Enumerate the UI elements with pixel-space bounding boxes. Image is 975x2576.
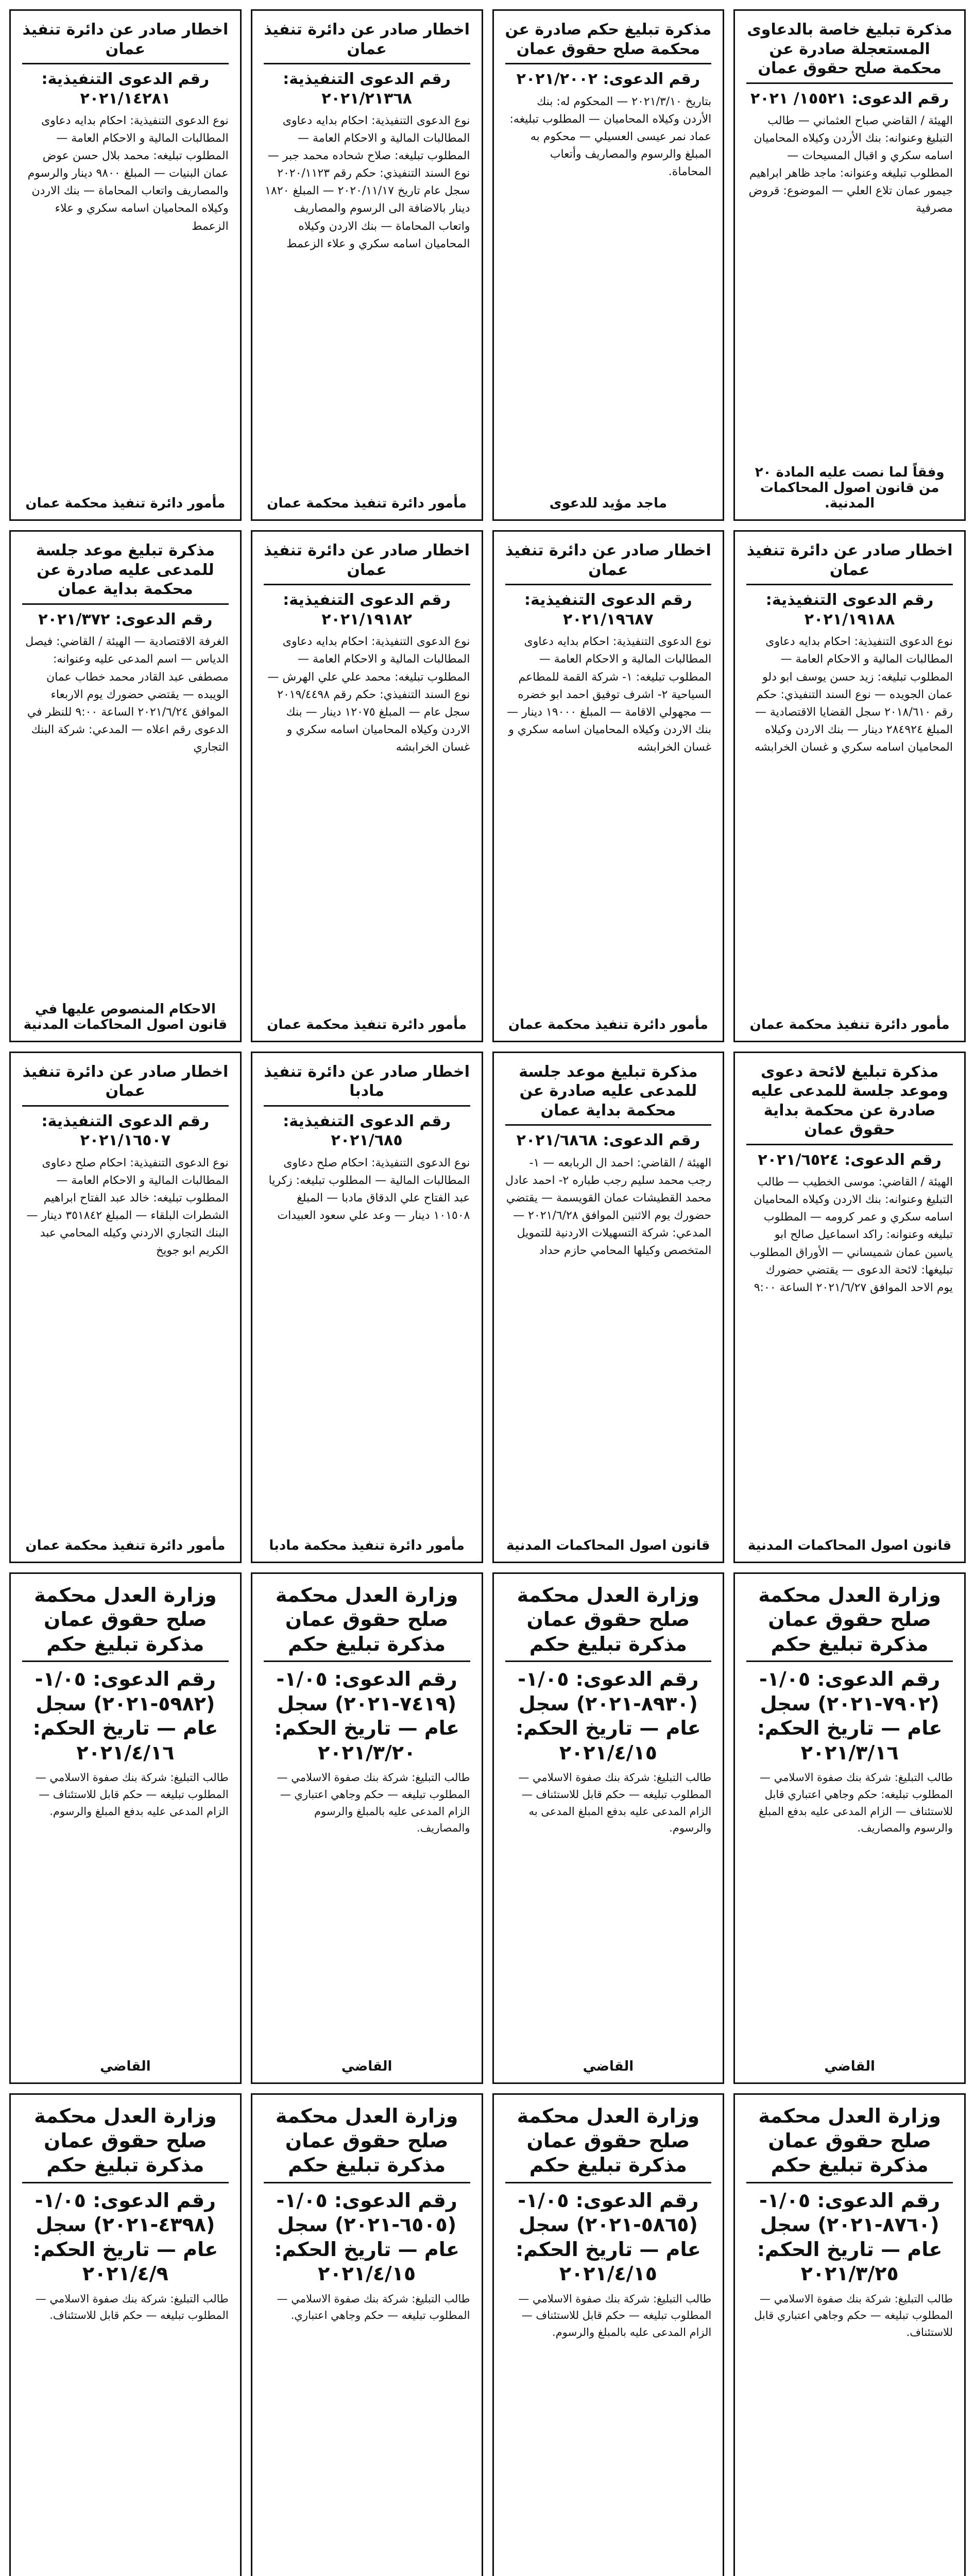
legal-notice <box>251 530 483 1042</box>
notice-header: اخطار صادر عن دائرة تنفيذ عمان <box>505 541 711 579</box>
notice-header: وزارة العدل محكمة صلح حقوق عمان مذكرة تبليغ حكم <box>275 2105 458 2177</box>
court-judgment-notice <box>492 2093 725 2576</box>
case-number: رقم الدعوى التنفيذية: ٢٠٢١/١٩١٨٢ <box>283 591 451 629</box>
notice-header: اخطار صادر عن دائرة تنفيذ عمان <box>22 21 229 58</box>
case-number: رقم الدعوى: ٢٠٢١/٦٥٢٤ <box>758 1150 942 1169</box>
notice-footer: القاضي <box>824 2059 875 2075</box>
notice-body: الهيئة / القاضي صباح العثماني — طالب التبليغ وعنوانه: بنك الأردن وكيلاه المحاميان اسامه سكري و اقبال المسيحات — المطلوب تبليغه وعنوانه: ماجد ظاهر ابراهيم جيمور عمان تلاع العلي — الموضوع: قروض مصرفية <box>748 114 953 215</box>
notice-footer: القاضي <box>100 2059 151 2075</box>
notice-body: طالب التبليغ: شركة بنك صفوة الاسلامي — المطلوب تبليغه — حكم وجاهي اعتباري قابل للاستئناف. <box>754 2292 953 2338</box>
notice-footer: مأمور دائرة تنفيذ محكمة عمان <box>25 496 226 512</box>
divider <box>22 1105 229 1107</box>
court-judgment-notice <box>251 2093 483 2576</box>
notice-body: طالب التبليغ: شركة بنك صفوة الاسلامي — المطلوب تبليغه — حكم وجاهي اعتباري. <box>277 2292 470 2322</box>
legal-notice <box>492 9 725 521</box>
notice-header: مذكرة تبليغ موعد جلسة للمدعى عليه صادرة عن محكمة بداية عمان <box>36 541 215 599</box>
notice-body: نوع الدعوى التنفيذية: احكام بدايه دعاوى المطالبات المالية و الاحكام العامة — المطلوب تبليغه: محمد علي علي الهرش — نوع السند التنفيذي: حكم رقم ٢٠١٩/٤٤٩٨ سجل عام — المبلغ ١٢٠٧٥ دينار — بنك الاردن وكيلاه المحاميان اسامه سكري و غسان الخرابشه <box>267 635 470 754</box>
divider <box>264 584 470 585</box>
notice-footer: ماجد مؤيد للدعوى <box>549 496 667 512</box>
case-number: رقم الدعوى: ٢٠٢١/٣٧٢ <box>38 610 213 629</box>
divider <box>505 1660 712 1662</box>
divider <box>264 1660 470 1662</box>
case-number: رقم الدعوى التنفيذية: ٢٠٢١/٦٨٥ <box>283 1112 451 1150</box>
case-number: رقم الدعوى: ١/٠٥-(٨٧٦٠-٢٠٢١) سجل عام — تاريخ الحكم: ٢٠٢١/٣/٢٥ <box>757 2189 943 2285</box>
notice-body: طالب التبليغ: شركة بنك صفوة الاسلامي — المطلوب تبليغه — حكم قابل للاستئناف — الزام المدعى عليه بدفع المبلغ المدعى به والرسوم. <box>518 1771 712 1835</box>
notice-header: اخطار صادر عن دائرة تنفيذ عمان <box>264 541 470 579</box>
case-number: رقم الدعوى: ١/٠٥-(٥٨٦٥-٢٠٢١) سجل عام — تاريخ الحكم: ٢٠٢١/٤/١٥ <box>516 2189 701 2285</box>
case-number: رقم الدعوى: ٢٠٢١/٢٠٠٢ <box>516 70 700 88</box>
legal-notice <box>251 1052 483 1563</box>
court-judgment-notice <box>251 1572 483 2084</box>
notice-footer: مأمور دائرة تنفيذ محكمة عمان <box>749 1016 950 1032</box>
notice-header: مذكرة تبليغ خاصة بالدعاوى المستعجلة صادرة عن محكمة صلح حقوق عمان <box>747 21 952 77</box>
court-judgment-notice <box>733 1572 966 2084</box>
notice-header: وزارة العدل محكمة صلح حقوق عمان مذكرة تبليغ حكم <box>758 2105 941 2177</box>
notice-body: نوع الدعوى التنفيذية: احكام بدايه دعاوى المطالبات المالية و الاحكام العامة — المطلوب تبليغه: محمد بلال حسن عوض عمان البنيات — المبلغ ٩٨٠٠ دينار والرسوم والمصاريف واتعاب المحاماة — بنك الاردن وكيلاه المحاميان اسامه سكري و علاء الزعمط <box>27 114 229 233</box>
notice-footer: مأمور دائرة تنفيذ محكمة عمان <box>267 1016 467 1032</box>
notice-body: نوع الدعوى التنفيذية: احكام صلح دعاوى المطالبات المالية — المطلوب تبليغه: زكريا عبد الفتاح علي الدقاق مادبا — المبلغ ١٠١٥٠٨ دينار — وعد علي سعود العبيدات <box>268 1156 470 1222</box>
divider <box>505 2182 712 2183</box>
legal-notice <box>492 1052 725 1563</box>
divider <box>746 2182 953 2183</box>
notice-header: مذكرة تبليغ حكم صادرة عن محكمة صلح حقوق عمان <box>505 21 712 58</box>
court-judgment-notice <box>9 1572 242 2084</box>
case-number: رقم الدعوى التنفيذية: ٢٠٢١/١٩١٨٨ <box>765 591 934 629</box>
divider <box>22 2182 229 2183</box>
notice-header: اخطار صادر عن دائرة تنفيذ عمان <box>264 21 470 58</box>
notice-footer: مأمور دائرة تنفيذ محكمة عمان <box>25 1537 226 1553</box>
legal-notice <box>492 530 725 1042</box>
divider <box>264 63 470 64</box>
legal-notice <box>733 530 966 1042</box>
divider <box>746 1660 953 1662</box>
notice-header: وزارة العدل محكمة صلح حقوق عمان مذكرة تبليغ حكم <box>34 2105 217 2177</box>
notice-body: الغرفة الاقتصادية — الهيئة / القاضي: فيصل الدياس — اسم المدعى عليه وعنوانه: مصطفى عبد القادر محمد خطاب عمان الويبده — يقتضي حضورك يوم الاربعاء الموافق ٢٠٢١/٦/٢٤ الساعة ٩:٠٠ للنظر في الدعوى رقم اعلاه — المدعي: شركة البنك التجاري <box>25 635 229 754</box>
court-judgment-notice <box>733 2093 966 2576</box>
divider <box>22 63 229 64</box>
legal-notice <box>9 9 242 521</box>
notice-footer: مأمور دائرة تنفيذ محكمة مادبا <box>269 1537 465 1553</box>
notice-footer: الاحكام المنصوص عليها في قانون اصول المحاكمات المدنية <box>23 1001 228 1032</box>
notice-header: وزارة العدل محكمة صلح حقوق عمان مذكرة تبليغ حكم <box>275 1583 458 1655</box>
case-number: رقم الدعوى: ١/٠٥-(٧٩٠٢-٢٠٢١) سجل عام — تاريخ الحكم: ٢٠٢١/٣/١٦ <box>757 1668 943 1764</box>
notice-header: وزارة العدل محكمة صلح حقوق عمان مذكرة تبليغ حكم <box>517 2105 700 2177</box>
divider <box>505 1124 712 1126</box>
notice-body: طالب التبليغ: شركة بنك صفوة الاسلامي — المطلوب تبليغه — حكم قابل للاستئناف — الزام المدعى عليه بدفع المبلغ والرسوم. <box>35 1771 229 1818</box>
notice-footer: القاضي <box>341 2059 392 2075</box>
legal-notice <box>9 530 242 1042</box>
notice-header: اخطار صادر عن دائرة تنفيذ عمان <box>746 541 953 579</box>
notice-header: وزارة العدل محكمة صلح حقوق عمان مذكرة تبليغ حكم <box>758 1583 941 1655</box>
notice-footer: القاضي <box>583 2059 634 2075</box>
notice-footer: وفقاً لما نصت عليه المادة ٢٠ من قانون اصول المحاكمات المدنية. <box>755 465 945 512</box>
divider <box>746 82 953 84</box>
notice-body: الهيئة / القاضي: موسى الخطيب — طالب التبليغ وعنوانه: بنك الاردن وكيلاه المحاميان اسامه سكري و عمر كرومه — المطلوب تبليغه وعنوانه: راكد اسماعيل صالح ابو ياسين عمان شميساني — الأوراق المطلوب تبليغها: لائحة الدعوى — يقتضي حضورك يوم الاحد الموافق ٢٠٢١/٦/٢٧ الساعة ٩:٠٠ <box>749 1176 953 1294</box>
case-number: رقم الدعوى التنفيذية: ٢٠٢١/٢١٣٦٨ <box>283 70 451 108</box>
case-number: رقم الدعوى: ١/٠٥-(٤٣٩٨-٢٠٢١) سجل عام — تاريخ الحكم: ٢٠٢١/٤/٩ <box>32 2189 218 2285</box>
notice-footer: قانون اصول المحاكمات المدنية <box>506 1537 710 1553</box>
notice-header: وزارة العدل محكمة صلح حقوق عمان مذكرة تبليغ حكم <box>34 1583 217 1655</box>
notice-footer: قانون اصول المحاكمات المدنية <box>747 1537 952 1553</box>
notice-header: اخطار صادر عن دائرة تنفيذ مادبا <box>264 1062 470 1100</box>
legal-notice <box>733 9 966 521</box>
legal-notice <box>251 9 483 521</box>
case-number: رقم الدعوى التنفيذية: ٢٠٢١/١٩٦٨٧ <box>524 591 692 629</box>
divider <box>746 584 953 585</box>
case-number: رقم الدعوى: ١/٠٥-(٥٩٨٢-٢٠٢١) سجل عام — تاريخ الحكم: ٢٠٢١/٤/١٦ <box>32 1668 218 1764</box>
notice-header: وزارة العدل محكمة صلح حقوق عمان مذكرة تبليغ حكم <box>517 1583 700 1655</box>
notice-body: طالب التبليغ: شركة بنك صفوة الاسلامي — المطلوب تبليغه — حكم قابل للاستئناف. <box>35 2292 229 2322</box>
case-number: رقم الدعوى: ١/٠٥-(٨٩٣٠-٢٠٢١) سجل عام — تاريخ الحكم: ٢٠٢١/٤/١٥ <box>516 1668 701 1764</box>
legal-notice <box>9 1052 242 1563</box>
notice-body: الهيئة / القاضي: احمد ال الربابعه — ١- رجب محمد سليم رجب طباره ٢- احمد عادل محمد القطيشات عمان القويسمة — يقتضي حضورك يوم الاثنين الموافق ٢٠٢١/٦/٢٨ — المدعي: شركة التسهيلات الاردنية للتمويل المتخصص وكيلها المحامي حازم حداد <box>505 1156 712 1258</box>
notice-body: بتاريخ ٢٠٢١/٣/١٠ — المحكوم له: بنك الأردن وكيلاه المحاميان — المطلوب تبليغه: عماد نمر عيسى العسيلي — محكوم به المبلغ والرسوم والمصاريف وأتعاب المحاماة. <box>509 95 712 178</box>
notice-body: نوع الدعوى التنفيذية: احكام بدايه دعاوى المطالبات المالية و الاحكام العامة — المطلوب تبليغه: ١- شركة القمة للمطاعم السياحية ٢- اشرف توفيق احمد ابو خضره — مجهولي الاقامة — المبلغ ١٩٠٠٠ دينار — بنك الاردن وكيلاه المحاميان اسامه سكري و غسان الخرابشه <box>507 635 712 754</box>
notice-footer: مأمور دائرة تنفيذ محكمة عمان <box>267 496 467 512</box>
notice-body: نوع الدعوى التنفيذية: احكام بدايه دعاوى المطالبات المالية و الاحكام العامة — المطلوب تبليغه: صلاح شحاده محمد جبر — نوع السند التنفيذي: حكم رقم ٢٠٢٠/١١٢٣ سجل عام تاريخ ٢٠٢٠/١١/١٧ — المبلغ ١٨٢٠ دينار بالاضافة الى الرسوم والمصاريف واتعاب المحاماة — بنك الاردن وكيلاه المحاميان اسامه سكري و علاء الزعمط <box>265 114 470 250</box>
notice-header: مذكرة تبليغ موعد جلسة للمدعى عليه صادرة عن محكمة بداية عمان <box>519 1062 698 1120</box>
notice-body: طالب التبليغ: شركة بنك صفوة الاسلامي — المطلوب تبليغه: حكم وجاهي اعتباري قابل للاستئناف — الزام المدعى عليه بدفع المبلغ والرسوم والمصاريف. <box>759 1771 953 1835</box>
divider <box>505 63 712 64</box>
notice-body: نوع الدعوى التنفيذية: احكام بدايه دعاوى المطالبات المالية و الاحكام العامة — المطلوب تبليغه: زيد حسن يوسف ابو دلو عمان الجويده — نوع السند التنفيذي: حكم رقم ٢٠١٨/٦١٠ سجل القضايا الاقتصادية — المبلغ ٢٨٤٩٢٤ دينار — بنك الاردن وكيلاه المحاميان اسامه سكري و غسان الخرابشه <box>755 635 953 754</box>
legal-notice <box>733 1052 966 1563</box>
divider <box>746 1144 953 1145</box>
divider <box>264 2182 470 2183</box>
case-number: رقم الدعوى: ٢٠٢١/٦٨٦٨ <box>516 1131 700 1150</box>
notice-body: نوع الدعوى التنفيذية: احكام صلح دعاوى المطالبات المالية و الاحكام العامة — المطلوب تبليغه: خالد عبد الفتاح ابراهيم الشطرات البلقاء — المبلغ ٣٥١٨٤٢ دينار — البنك التجاري الاردني وكيله المحامي عبد الكريم ابو جويخ <box>26 1156 229 1258</box>
divider <box>505 584 712 585</box>
divider <box>264 1105 470 1107</box>
case-number: رقم الدعوى: ١/٠٥-(٧٤١٩-٢٠٢١) سجل عام — تاريخ الحكم: ٢٠٢١/٣/٢٠ <box>274 1668 459 1764</box>
divider <box>22 603 229 605</box>
case-number: رقم الدعوى: ١٥٥٢١/ ٢٠٢١ <box>750 89 949 108</box>
notice-footer: مأمور دائرة تنفيذ محكمة عمان <box>508 1016 708 1032</box>
notice-header: اخطار صادر عن دائرة تنفيذ عمان <box>22 1062 229 1100</box>
case-number: رقم الدعوى التنفيذية: ٢٠٢١/١٤٢٨١ <box>41 70 210 108</box>
notice-body: طالب التبليغ: شركة بنك صفوة الاسلامي — المطلوب تبليغه — حكم قابل للاستئناف — الزام المدعى عليه بالمبلغ والرسوم. <box>518 2292 712 2338</box>
notice-header: مذكرة تبليغ لائحة دعوى وموعد جلسة للمدعى عليه صادرة عن محكمة بداية حقوق عمان <box>751 1062 948 1139</box>
court-judgment-notice <box>9 2093 242 2576</box>
divider <box>22 1660 229 1662</box>
court-judgment-notice <box>492 1572 725 2084</box>
notice-body: طالب التبليغ: شركة بنك صفوة الاسلامي — المطلوب تبليغه — حكم وجاهي اعتباري — الزام المدعى عليه بالمبلغ والرسوم والمصاريف. <box>277 1771 470 1835</box>
case-number: رقم الدعوى التنفيذية: ٢٠٢١/١٦٥٠٧ <box>41 1112 210 1150</box>
case-number: رقم الدعوى: ١/٠٥-(٦٥٠٥-٢٠٢١) سجل عام — تاريخ الحكم: ٢٠٢١/٤/١٥ <box>274 2189 459 2285</box>
